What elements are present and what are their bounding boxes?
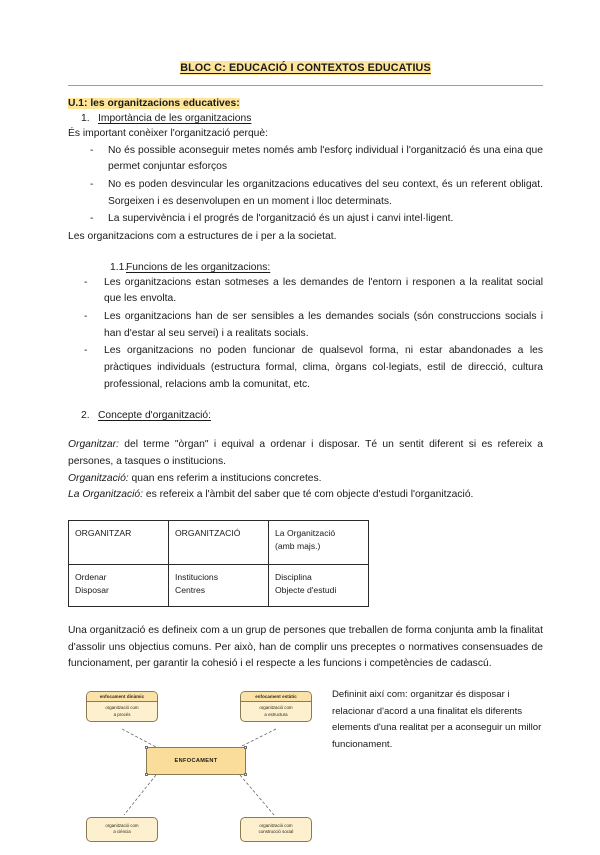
diagram-side-text: Defininit així com: organitzar és disposar i relacionar d'acord a una finalitat els diferents elements d'una realitat per a aconseguir un millor funcionament. [332,689,542,750]
section-1-1-heading [68,262,543,273]
node-body [87,818,157,841]
table-cell-line2: Disposar [75,584,109,595]
table-header-cell: ORGANITZACIÓ [169,521,269,565]
section-1-intro: És important conèixer l'organització perquè: [68,128,268,139]
node-body-line1: organització com [105,705,139,711]
node-body [241,702,311,721]
section-1-closing: Les organitzacions com a estructures de i per a la societat. [68,231,337,243]
table-header-cell [269,521,369,565]
section-2-title: Concepte d'organització: [98,410,212,422]
definition-la-organitzacio [68,487,543,504]
resize-handle-se[interactable] [244,773,247,776]
section-1-1-number: 1.1. [110,261,128,273]
diagram-node-construccio-social[interactable] [240,817,312,842]
section-2-number: 2. [81,410,90,422]
list-item: - La supervivència i el progrés de l'organització és un ajust i canvi intel·ligent. [68,211,543,228]
section-1-heading [68,113,543,124]
table-cell-line1: Institucions [175,572,218,583]
definition-term: Organitzar: [68,439,119,451]
diagram-section [68,685,543,855]
list-item: - Les organitzacions estan sotmeses a les demandes de l'entorn i responen a la realitat social que les envolta. [68,275,543,308]
resize-handle-ne[interactable] [244,746,247,749]
definition-term: Organització: [68,472,129,484]
node-body-line2: a ciència [113,829,131,835]
table-header-line1: La Organització [275,528,336,539]
table-cell-line2: Centres [175,584,206,595]
diagram-node-enfocament-estatic[interactable] [240,691,312,722]
page-title [68,62,543,74]
definition-text: quan ens referim a institucions concretes. [128,472,322,484]
table-cell-line1: Disciplina [275,572,312,583]
definition-text: del terme "òrgan" i equival a ordenar i disposar. Té un sentit diferent si es refereix a persones, a tasques o institucions. [68,439,543,468]
table-cell-line1: Ordenar [75,572,107,583]
node-body-line2: a procés [113,711,131,717]
node-body-line1: organització com [259,823,293,829]
header-divider [68,85,543,86]
diagram-node-enfocament-dinamic[interactable] [86,691,158,722]
list-item: - Les organitzacions no poden funcionar de qualsevol forma, ni estar abandonades a les pràctiques individuals (estructura formal, clima, òrgans col·legiats, estil de direcció, cultura professional, relacions amb la comunitat, etc. [68,343,543,393]
node-body-line2: a estructura [264,711,288,717]
section-1-1-bullets [68,275,543,394]
diagram-center-node[interactable] [146,747,246,775]
unit-heading-text: U.1: les organitzacions educatives: [68,98,240,109]
section-1-number: 1. [81,113,90,124]
center-node-label: ENFOCAMENT [174,758,218,765]
definition-text: es refereix a l'àmbit del saber que té com objecte d'estudi l'organització. [142,489,474,501]
table-row [69,565,369,607]
node-caption: enfocament estàtic [241,692,311,702]
node-body-line1: organització com [105,823,139,829]
table-header-cell: ORGANITZAR [69,521,169,565]
diagram-node-organitzacio-ciencia[interactable] [86,817,158,842]
definition-organitzar [68,437,543,470]
table-cell [69,565,169,607]
node-body [87,702,157,721]
node-body-line2: construcció social [258,829,294,835]
unit-heading [68,98,543,109]
table-row [69,521,369,565]
section-2-heading [68,410,543,421]
concepts-table [68,520,369,607]
node-caption: enfocament dinàmic [87,692,157,702]
enfocament-diagram[interactable] [68,685,318,855]
list-item: - No es poden desvincular les organitzacions educatives del seu context, és un referent obligat. Sorgeixen i es desenvolupen en un moment i lloc determinats. [68,177,543,210]
section-1-1-title: Funcions de les organitzacions: [126,261,271,273]
page-title-text: BLOC C: EDUCACIÓ I CONTEXTOS EDUCATIUS [180,62,431,74]
list-item: - Les organitzacions han de ser sensibles a les demandes socials (són construccions socials i han d'estar al seu servei) i a realitats socials. [68,309,543,342]
section-1-bullets [68,143,543,228]
table-cell [169,565,269,607]
node-body-line1: organització com [259,705,293,711]
definition-term: La Organització: [68,489,143,501]
section-2-paragraph: Una organització es defineix com a un grup de persones que treballen de forma conjunta amb la finalitat d'assolir uns objectius comuns. Per això, han de complir uns preceptes o normatives consensuades de funcionament, per garantir la cohesió i el respecte a les funcions i competències de cadascú. [68,625,543,670]
resize-handle-sw[interactable] [145,773,148,776]
list-item: - No és possible aconseguir metes només amb l'esforç individual i l'organització és una eina que permet conjuntar esforços [68,143,543,176]
node-body [241,818,311,841]
table-cell [269,565,369,607]
table-cell-line2: Objecte d'estudi [275,584,337,595]
definition-organitzacio [68,471,543,488]
table-header-line2: (amb majs.) [275,540,321,551]
resize-handle-nw[interactable] [145,746,148,749]
section-1-title: Importància de les organitzacions [98,113,252,124]
